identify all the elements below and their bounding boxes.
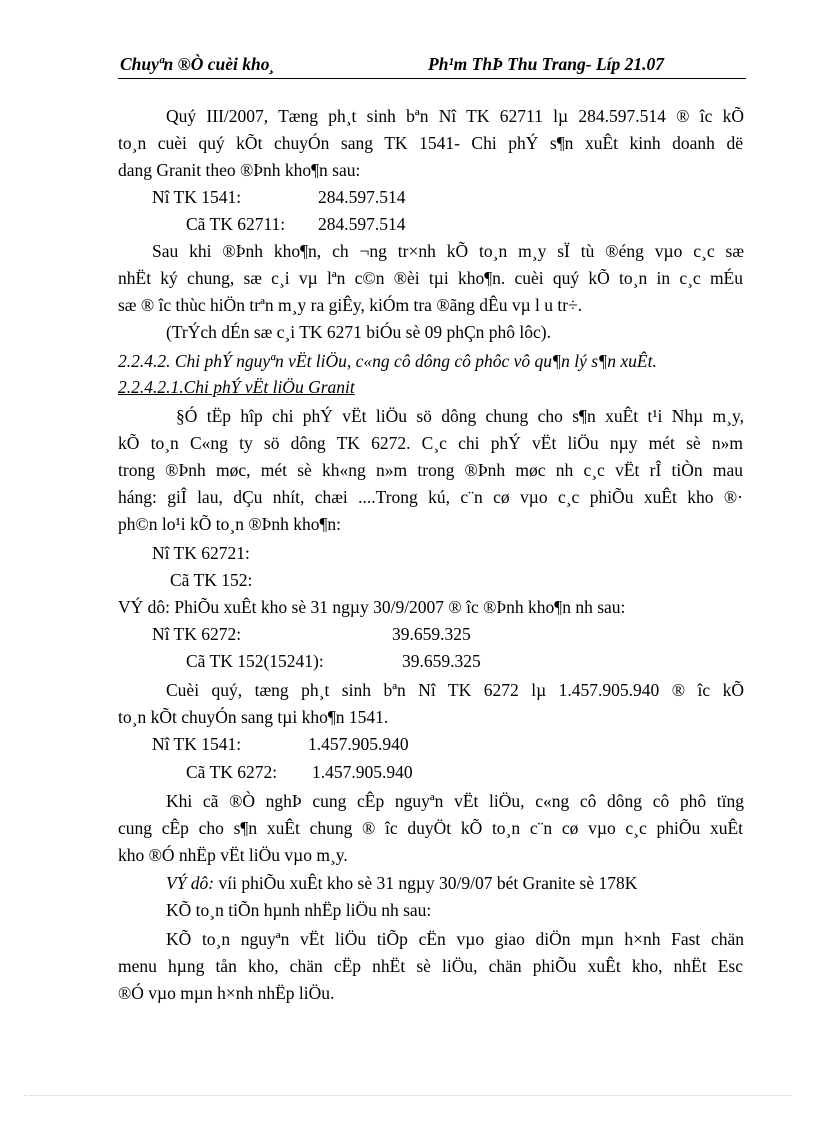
- paragraph-line: Quý III/2007, Tæng ph¸t sinh bªn Nî TK 62711 lµ 284.597.514 ® îc kÕ: [166, 106, 744, 126]
- paragraph-line: nhËt ký chung, sæ c¸i vµ lªn c©n ®èi tµi kho¶n. cuèi quý kÕ to¸n in c¸c mÉu: [118, 268, 743, 288]
- header-chapter-title: Chuyªn ®Ò cuèi kho¸: [120, 54, 276, 74]
- paragraph-line: dang Granit theo ®Þnh kho¶n sau:: [118, 160, 361, 180]
- entry-credit-label: Cã TK 152(15241):: [186, 651, 324, 671]
- paragraph-line: to¸n cuèi quý kÕt chuyÓn sang TK 1541- Chi phÝ s¶n xuÊt kinh doanh dë: [118, 133, 743, 153]
- paragraph-line: VÝ dô: PhiÕu xuÊt kho sè 31 ngµy 30/9/2007 ® îc ®Þnh kho¶n nh sau:: [118, 597, 626, 617]
- paragraph-line: cung cÊp cho s¶n xuÊt chung ® îc duyÖt kÕ to¸n c¨n cø vµo c¸c phiÕu xuÊt: [118, 818, 743, 838]
- paragraph-line: Khi cã ®Ò nghÞ cung cÊp nguyªn vËt liÖu, c«ng cô dông cô phô tïng: [166, 791, 744, 811]
- paragraph-line: KÕ to¸n tiÕn hµnh nhËp liÖu nh sau:: [166, 900, 432, 920]
- section-heading: 2.2.4.2. Chi phÝ nguyªn vËt liÖu, c«ng cô dông cô phôc vô qu¶n lý s¶n xuÊt.: [118, 351, 657, 371]
- entry-debit-label: Nî TK 62721:: [152, 543, 250, 563]
- entry-debit-label: Nî TK 6272:: [152, 624, 242, 644]
- entry-credit-amount: 1.457.905.940: [312, 762, 413, 782]
- paragraph-line: kÕ to¸n C«ng ty sö dông TK 6272. C¸c chi phÝ vËt liÖu nµy mét sè n»m: [118, 433, 743, 453]
- paragraph-line: trong ®Þnh møc, mét sè kh«ng n»m trong ®Þnh møc nh c¸c vËt rÎ tiÒn mau: [118, 460, 743, 480]
- entry-debit-amount: 39.659.325: [392, 624, 471, 644]
- paragraph-line: Cuèi quý, tæng ph¸t sinh bªn Nî TK 6272 lµ 1.457.905.940 ® îc kÕ: [166, 680, 744, 700]
- paragraph-line: §Ó tËp hîp chi phÝ vËt liÖu sö dông chung cho s¶n xuÊt t¹i Nhµ m¸y,: [176, 406, 744, 426]
- entry-debit-label: Nî TK 1541:: [152, 187, 242, 207]
- paragraph-line: KÕ to¸n nguyªn vËt liÖu tiÕp cËn vµo giao diÖn mµn h×nh Fast chän: [166, 929, 744, 949]
- page-header: [118, 52, 746, 79]
- paragraph-line: sæ ® îc thùc hiÖn trªn m¸y ra giÊy, kiÓm tra ®ãng dÊu vµ l u tr÷.: [118, 295, 583, 315]
- entry-credit-label: Cã TK 62711:: [186, 214, 286, 234]
- subsection-heading: 2.2.4.2.1.Chi phÝ vËt liÖu Granit: [118, 377, 355, 397]
- page-bottom-divider: [24, 1095, 792, 1096]
- entry-credit-amount: 39.659.325: [402, 651, 481, 671]
- paragraph-line: ph©n lo¹i kÕ to¸n ®Þnh kho¶n:: [118, 514, 342, 534]
- entry-debit-label: Nî TK 1541:: [152, 734, 242, 754]
- example-line: [166, 872, 637, 894]
- paragraph-line: háng: giÎ lau, dÇu nhít, chæi ....Trong kú, c¨n cø vµo c¸c phiÕu xuÊt kho ®·: [118, 487, 743, 507]
- entry-debit-amount: 1.457.905.940: [308, 734, 409, 754]
- paragraph-line: Sau khi ®Þnh kho¶n, ch ¬ng tr×nh kÕ to¸n m¸y sÏ tù ®éng vµo c¸c sæ: [152, 241, 744, 261]
- paragraph-line: menu hµng tån kho, chän cËp nhËt sè liÖu, chän phiÕu xuÊt kho, nhËt Esc: [118, 956, 743, 976]
- entry-debit-amount: 284.597.514: [318, 187, 406, 207]
- paragraph-line: (TrÝch dÉn sæ c¸i TK 6271 biÓu sè 09 phÇn phô lôc).: [166, 322, 551, 342]
- paragraph-line: ®Ó vµo mµn h×nh nhËp liÖu.: [118, 983, 335, 1003]
- example-label: VÝ dô:: [166, 873, 215, 893]
- example-text: víi phiÕu xuÊt kho sè 31 ngµy 30/9/07 bét Granite sè 178K: [214, 873, 638, 893]
- paragraph-line: to¸n kÕt chuyÓn sang tµi kho¶n 1541.: [118, 707, 389, 727]
- entry-credit-label: Cã TK 152:: [170, 570, 253, 590]
- paragraph-line: kho ®Ó nhËp vËt liÖu vµo m¸y.: [118, 845, 348, 865]
- header-author: Ph¹m ThÞ Thu Trang- Líp 21.07: [428, 54, 665, 74]
- entry-credit-label: Cã TK 6272:: [186, 762, 278, 782]
- entry-credit-amount: 284.597.514: [318, 214, 406, 234]
